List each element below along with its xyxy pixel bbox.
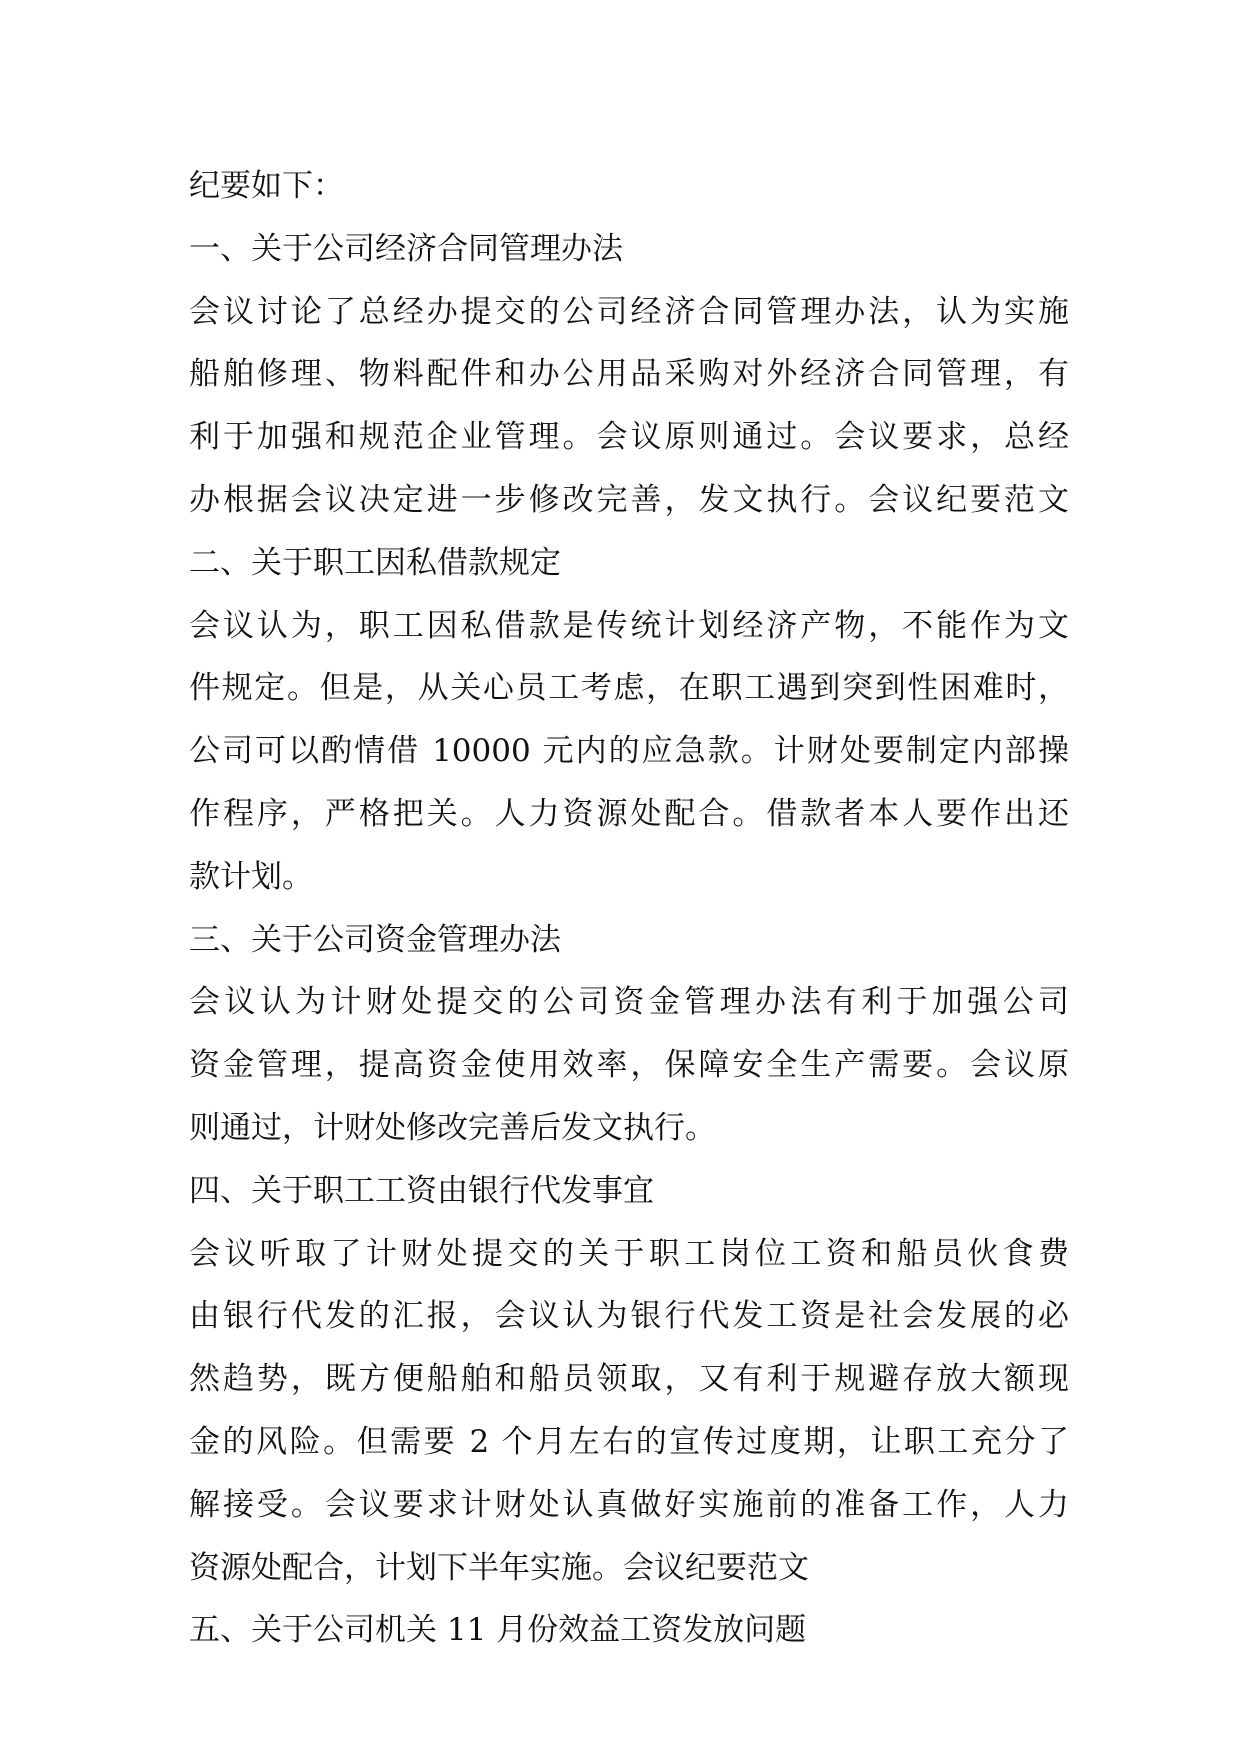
section-heading: 五、关于公司机关 11 月份效益工资发放问题 (189, 1612, 807, 1649)
text-line: 会议认为计财处提交的公司资金管理办法有利于加强公司 (189, 984, 1069, 1021)
text-line: 件规定。但是，从关心员工考虑，在职工遇到突到性困难时， (189, 670, 1069, 707)
text-line: 款计划。 (189, 858, 313, 895)
text-line: 船舶修理、物料配件和办公用品采购对外经济合同管理，有 (189, 356, 1069, 393)
text-line: 会议听取了计财处提交的关于职工岗位工资和船员伙食费 (189, 1235, 1069, 1272)
text-line: 会议讨论了总经办提交的公司经济合同管理办法，认为实施 (189, 293, 1069, 330)
text-line: 资源处配合，计划下半年实施。会议纪要范文 (189, 1549, 809, 1586)
text-line: 会议认为，职工因私借款是传统计划经济产物，不能作为文 (189, 607, 1069, 644)
document-body (189, 155, 1069, 1662)
section-heading: 一、关于公司经济合同管理办法 (189, 230, 623, 267)
section-heading: 二、关于职工因私借款规定 (189, 544, 561, 581)
text-line: 则通过，计财处修改完善后发文执行。 (189, 1109, 716, 1146)
text-line: 资金管理，提高资金使用效率，保障安全生产需要。会议原 (189, 1047, 1069, 1084)
text-line: 纪要如下： (189, 168, 344, 204)
text-line: 金的风险。但需要 2 个月左右的宣传过度期，让职工充分了 (189, 1423, 1069, 1460)
text-line: 然趋势，既方便船舶和船员领取，又有利于规避存放大额现 (189, 1361, 1069, 1398)
text-line: 公司可以酌情借 10000 元内的应急款。计财处要制定内部操 (189, 733, 1069, 770)
text-line: 解接受。会议要求计财处认真做好实施前的准备工作，人力 (189, 1486, 1069, 1523)
text-line: 办根据会议决定进一步修改完善，发文执行。会议纪要范文 (189, 481, 1069, 518)
text-line: 作程序，严格把关。人力资源处配合。借款者本人要作出还 (189, 795, 1069, 832)
text-line: 利于加强和规范企业管理。会议原则通过。会议要求，总经 (189, 419, 1069, 456)
section-heading: 四、关于职工工资由银行代发事宜 (189, 1172, 654, 1209)
text-line: 由银行代发的汇报，会议认为银行代发工资是社会发展的必 (189, 1298, 1069, 1335)
section-heading: 三、关于公司资金管理办法 (189, 921, 561, 958)
